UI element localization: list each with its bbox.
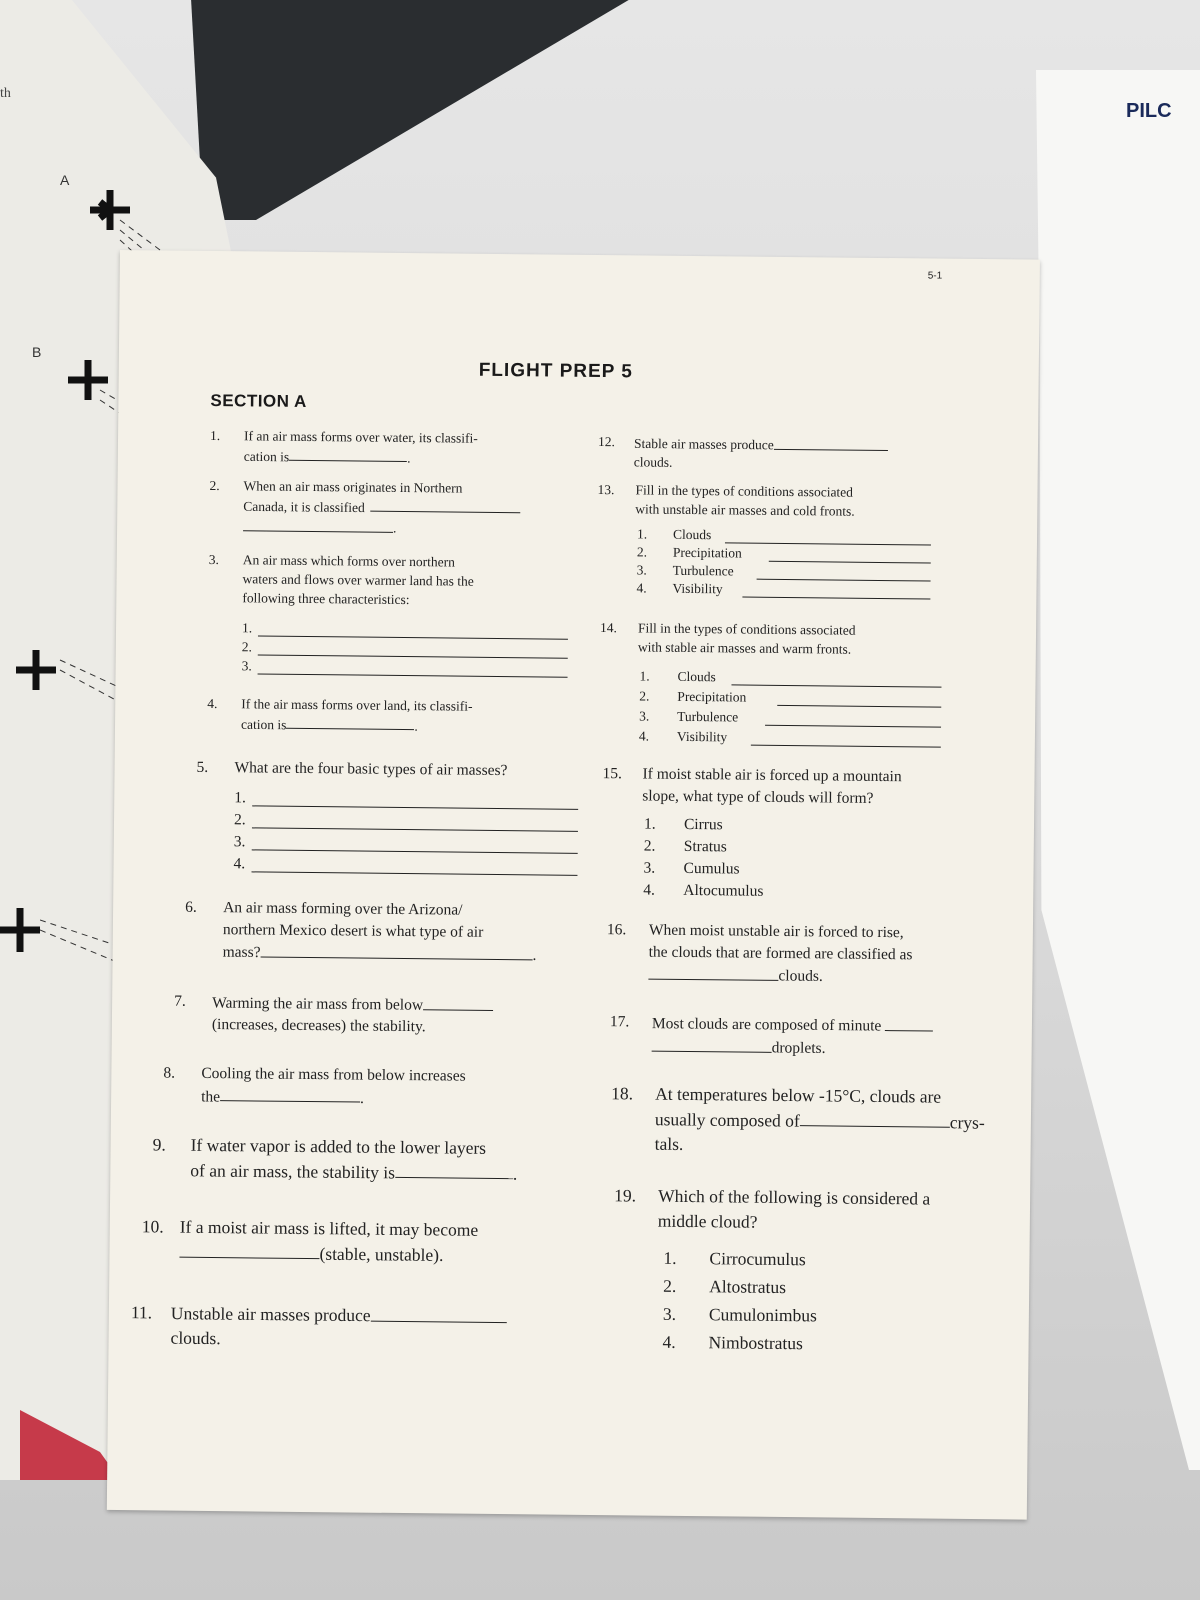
question-text: At temperatures below -15°C, clouds are [655,1083,942,1107]
answer-line[interactable] [731,684,941,687]
answer-line[interactable] [777,705,941,708]
answer-item-label: Turbulence [672,562,734,579]
question-text: If water vapor is added to the lower layers [190,1134,487,1158]
question-number: 3. [208,551,219,568]
answer-item-label: Clouds [672,526,712,543]
question-text: Fill in the types of conditions associated [635,482,854,500]
question-text: . [414,718,418,734]
choice-number: 2. [643,837,656,855]
question-text: If a moist air mass is lifted, it may become [179,1216,479,1240]
question-6 [184,897,585,971]
question-text: . [393,520,397,536]
answer-item-number: 1. [636,526,648,542]
answer-blank[interactable] [179,1239,319,1259]
answer-item-number: 3. [636,562,647,578]
answer-item-label: Precipitation [677,688,747,705]
answer-blank[interactable] [648,963,778,981]
question-19 [612,1183,1034,1367]
answer-blank[interactable] [423,993,493,1010]
question-14 [599,619,980,747]
question-text: Which of the following is considered a [658,1185,931,1209]
question-text: cation is [240,716,287,733]
answer-blank[interactable] [289,447,407,463]
question-number: 15. [602,765,623,783]
question-7 [174,991,585,1045]
answer-item-number: 1. [639,668,650,684]
question-text: usually composed of [654,1108,800,1131]
question-number: 2. [209,477,220,494]
choice-number: 4. [662,1331,676,1352]
question-18 [611,1081,1032,1157]
page-number: 5-1 [927,270,943,282]
question-text: the clouds that are formed are classified as [648,943,913,964]
answer-blank[interactable] [885,1014,933,1031]
choice-label: Altostratus [709,1276,787,1298]
answer-line[interactable] [252,827,578,831]
question-text: If moist stable air is forced up a mountain [642,765,902,786]
answer-item-label: Visibility [676,728,728,745]
choice-label: Altocumulus [683,881,764,900]
answer-line[interactable] [258,635,568,639]
question-number: 9. [152,1134,166,1155]
question-text: . [407,450,411,466]
question-number: 8. [163,1064,176,1082]
answer-blank[interactable] [260,941,532,960]
answer-item-number: 1. [241,620,253,636]
question-number: 4. [207,695,218,712]
answer-item-label: Precipitation [672,544,742,561]
answer-item-number: 3. [639,708,650,724]
choice-label: Nimbostratus [708,1332,804,1354]
choice-number: 2. [663,1275,677,1296]
question-text: An air mass forming over the Arizona/ [223,899,463,919]
answer-line[interactable] [251,871,577,875]
question-text: the [201,1088,221,1106]
question-text: When moist unstable air is forced to rise, [648,921,904,942]
answer-line[interactable] [252,849,578,853]
question-text: mass? [222,943,261,962]
answer-blank[interactable] [652,1035,772,1053]
answer-line[interactable] [258,654,568,658]
answer-item-number: 3. [241,658,252,674]
question-text: Unstable air masses produce [170,1303,371,1326]
question-text: Canada, it is classified [243,498,365,515]
answer-line[interactable] [757,579,931,582]
question-text: cation is [243,448,290,465]
question-text: clouds. [170,1327,221,1349]
section-heading: SECTION A [210,390,307,411]
question-text: Warming the air mass from below [212,994,424,1014]
answer-blank[interactable] [243,517,393,533]
answer-line[interactable] [725,542,931,545]
question-5 [195,757,576,876]
question-text: (stable, unstable). [319,1243,444,1265]
question-number: 7. [174,992,186,1010]
question-13 [596,481,977,605]
question-number: 18. [611,1083,634,1104]
answer-blank[interactable] [371,1303,507,1323]
answer-blank[interactable] [286,715,414,731]
answer-item-label: Turbulence [677,708,739,725]
answer-blank[interactable] [371,498,521,514]
answer-blank[interactable] [220,1085,360,1103]
question-number: 14. [599,620,618,636]
worksheet-page [107,250,1040,1520]
choice-number: 4. [643,881,656,899]
question-9 [152,1132,583,1192]
question-10 [141,1214,582,1275]
question-8 [163,1063,584,1117]
answer-item-number: 1. [234,789,246,807]
question-number: 1. [209,427,221,444]
question-text: . [532,947,537,965]
question-text: clouds. [778,967,823,986]
question-2 [209,477,570,536]
page-title: FLIGHT PREP 5 [478,359,633,383]
choice-number: 1. [643,815,656,833]
answer-item-number: 4. [638,728,650,744]
answer-blank[interactable] [395,1159,513,1179]
answer-blank[interactable] [800,1108,950,1128]
question-3 [208,551,569,675]
question-4 [207,695,567,739]
answer-item-label: Visibility [672,580,723,597]
question-12 [598,433,978,477]
question-text: Cooling the air mass from below increases [201,1064,466,1085]
answer-line[interactable] [765,725,941,728]
answer-item-number: 2. [233,811,246,829]
question-text: Fill in the types of conditions associated [637,620,856,638]
question-1 [210,427,570,471]
answer-item-number: 4. [233,855,246,873]
question-number: 12. [597,434,615,450]
left-edge-text: th [0,86,11,101]
choice-number: 3. [662,1303,677,1324]
question-number: 13. [597,482,615,498]
question-text: middle cloud? [657,1210,758,1232]
choice-number: 3. [643,859,656,877]
left-page-label-a: A [60,172,70,188]
question-text: An air mass which forms over northern [242,552,456,570]
question-text: waters and flows over warmer land has the [242,571,474,589]
question-11 [130,1300,581,1361]
choice-label: Cumulonimbus [708,1304,817,1326]
question-text: If the air mass forms over land, its classifi- [241,696,473,714]
question-number: 6. [185,898,197,916]
question-text: northern Mexico desert is what type of air [222,920,484,941]
question-15 [601,763,992,900]
question-text: Stable air masses produce [633,435,774,453]
question-text: Most clouds are composed of minute [651,1015,882,1035]
answer-item-number: 2. [241,639,253,655]
answer-item-label: Clouds [677,668,716,685]
choice-number: 1. [663,1247,677,1268]
question-number: 16. [606,921,627,939]
question-text: droplets. [771,1039,826,1058]
answer-line[interactable] [751,745,941,748]
question-text: (increases, decreases) the stability. [211,1016,426,1036]
question-text: clouds. [633,454,673,471]
left-page-label-b: B [32,344,42,360]
question-text: . [359,1089,365,1107]
answer-line[interactable] [742,597,930,600]
question-number: 11. [130,1302,153,1323]
question-text: . [512,1163,518,1184]
answer-item-number: 2. [639,688,650,704]
choice-label: Stratus [683,837,727,856]
question-text: of an air mass, the stability is [190,1159,396,1182]
question-text: tals. [654,1133,684,1154]
question-text: What are the four basic types of air masses? [234,759,508,780]
answer-line[interactable] [769,561,931,564]
question-text: If an air mass forms over water, its classifi- [243,428,478,446]
question-16 [606,919,1007,995]
question-number: 19. [614,1185,637,1206]
answer-item-number: 2. [636,544,648,560]
right-book-title: PILC [1126,100,1172,122]
question-number: 10. [141,1216,164,1237]
question-text: When an air mass originates in Northern [243,478,463,496]
answer-blank[interactable] [774,435,888,451]
question-text: slope, what type of clouds will form? [642,787,874,807]
question-text: with unstable air masses and cold fronts. [635,501,855,519]
answer-line[interactable] [258,673,568,677]
question-text: following three characteristics: [242,590,410,607]
answer-item-number: 3. [233,833,246,851]
choice-label: Cirrus [683,815,723,834]
answer-item-number: 4. [636,580,647,596]
question-text: crys- [949,1111,985,1133]
choice-label: Cirrocumulus [709,1248,806,1270]
question-17 [610,1011,1011,1065]
question-text: with stable air masses and warm fronts. [637,639,852,657]
choice-label: Cumulus [683,859,740,878]
answer-line[interactable] [252,805,578,809]
question-number: 17. [609,1013,630,1031]
question-number: 5. [196,758,209,776]
